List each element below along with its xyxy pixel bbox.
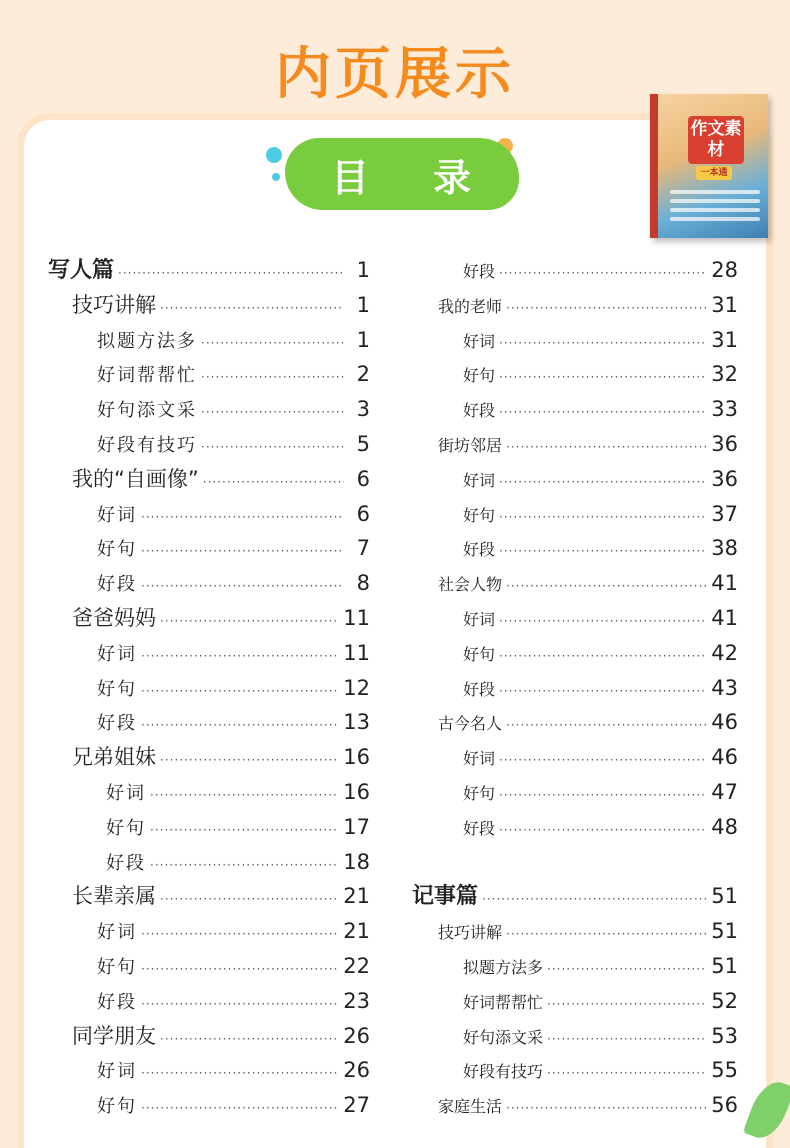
book-cover-decoration <box>670 190 760 226</box>
toc-entry <box>412 636 738 671</box>
toc-leader-dots <box>160 1022 339 1057</box>
toc-entry-label: 好句添文采 <box>463 1027 544 1047</box>
toc-leader-dots <box>141 917 339 952</box>
toc-entry-label: 好段 <box>463 262 496 281</box>
toc-entry-label: 好段有技巧 <box>97 434 197 456</box>
toc-entry-page: 1 <box>356 327 370 352</box>
toc-entry <box>412 775 738 810</box>
toc-entry-page: 43 <box>711 675 738 700</box>
toc-entry-label: 好句 <box>97 539 137 561</box>
toc-entry-label: 技巧讲解 <box>438 923 503 943</box>
toc-entry-label: 好段 <box>97 991 137 1013</box>
toc-leader-dots <box>150 778 339 813</box>
toc-entry-page: 21 <box>343 919 370 944</box>
toc-entry <box>48 775 370 810</box>
toc-entry <box>412 531 738 566</box>
toc-entry-page: 53 <box>711 1023 738 1048</box>
toc-entry-label: 我的“自画像” <box>72 466 199 491</box>
toc-entry-page: 11 <box>343 605 370 630</box>
toc-entry-page: 42 <box>711 640 738 665</box>
toc-entry-page: 46 <box>711 745 738 770</box>
toc-entry <box>48 914 370 949</box>
toc-entry <box>412 253 738 288</box>
toc-leader-dots <box>506 430 707 465</box>
toc-entry-page: 47 <box>711 779 738 804</box>
toc-leader-dots <box>547 987 707 1022</box>
toc-entry <box>48 427 370 462</box>
toc-leader-dots <box>201 430 344 465</box>
toc-entry-label: 家庭生活 <box>438 1097 503 1117</box>
toc-entry <box>48 357 370 392</box>
toc-entry-label: 社会人物 <box>438 575 503 595</box>
toc-entry <box>412 357 738 392</box>
toc-leader-dots <box>160 882 339 917</box>
toc-entry-label: 好句 <box>97 678 137 700</box>
toc-entry-label: 好段 <box>463 401 496 421</box>
toc-entry <box>48 531 370 566</box>
toc-entry-page: 13 <box>343 710 370 735</box>
toc-entry <box>412 949 738 984</box>
toc-entry-page: 41 <box>711 571 738 596</box>
toc-leader-dots <box>547 1056 707 1091</box>
toc-leader-dots <box>499 813 707 848</box>
toc-entry-label: 好词 <box>97 922 137 944</box>
toc-entry <box>412 427 738 462</box>
toc-entry-page: 22 <box>343 953 370 978</box>
toc-entry-label: 同学朋友 <box>72 1023 156 1048</box>
toc-leader-dots <box>506 708 707 743</box>
toc-entry-page: 26 <box>343 1058 370 1083</box>
toc-leader-dots <box>499 500 707 535</box>
toc-entry-label: 技巧讲解 <box>72 292 156 317</box>
toc-leader-dots <box>203 465 344 500</box>
toc-entry-page: 6 <box>356 501 370 526</box>
book-cover-image <box>650 94 768 238</box>
toc-entry <box>412 323 738 358</box>
toc-entry-page: 12 <box>343 675 370 700</box>
toc-entry-label: 街坊邻居 <box>438 435 503 455</box>
toc-entry-page: 32 <box>711 362 738 387</box>
toc-entry-label: 好句 <box>106 817 146 839</box>
toc-leader-dots <box>150 813 339 848</box>
toc-entry-label: 好句 <box>463 366 496 386</box>
toc-entry <box>412 566 738 601</box>
toc-leader-dots <box>499 465 707 500</box>
toc-entry-label: 兄弟姐妹 <box>72 745 156 770</box>
toc-entry <box>48 253 370 288</box>
toc-leader-dots <box>141 500 344 535</box>
toc-entry <box>48 462 370 497</box>
toc-heading-left: 目 <box>330 155 371 200</box>
toc-entry-label: 好句 <box>463 505 496 525</box>
toc-entry-page: 51 <box>711 953 738 978</box>
toc-leader-dots <box>506 917 707 952</box>
toc-entry-page: 36 <box>711 431 738 456</box>
toc-entry <box>48 810 370 845</box>
toc-leader-dots <box>141 1091 339 1126</box>
toc-entry-label: 拟题方法多 <box>97 330 197 352</box>
toc-entry <box>412 1088 738 1123</box>
toc-entry-page: 48 <box>711 814 738 839</box>
toc-leader-dots <box>499 778 707 813</box>
toc-entry <box>412 879 738 914</box>
toc-entry <box>412 392 738 427</box>
toc-entry-page: 55 <box>711 1058 738 1083</box>
book-cover-subtitle: 一本通 <box>696 166 732 180</box>
toc-spacer <box>412 845 738 880</box>
toc-leader-dots <box>499 360 707 395</box>
decor-dot <box>272 173 280 181</box>
toc-entry-page: 23 <box>343 988 370 1013</box>
toc-entry <box>412 705 738 740</box>
toc-entry-page: 51 <box>711 919 738 944</box>
toc-entry-page: 8 <box>356 571 370 596</box>
toc-entry-label: 拟题方法多 <box>463 957 544 977</box>
toc-entry <box>412 914 738 949</box>
toc-entry-label: 好句 <box>97 1096 137 1118</box>
toc-entry-label: 好词 <box>97 1061 137 1083</box>
toc-leader-dots <box>160 291 344 326</box>
toc-entry-label: 长辈亲属 <box>72 884 156 909</box>
toc-entry <box>412 462 738 497</box>
toc-entry <box>412 810 738 845</box>
toc-entry-label: 好段有技巧 <box>463 1062 544 1082</box>
toc-entry <box>412 984 738 1019</box>
toc-leader-dots <box>141 987 339 1022</box>
toc-entry-page: 21 <box>343 884 370 909</box>
toc-leader-dots <box>201 360 344 395</box>
toc-entry <box>412 288 738 323</box>
toc-leader-dots <box>547 952 707 987</box>
toc-entry-label: 好词 <box>463 609 496 629</box>
toc-entry <box>412 671 738 706</box>
toc-leader-dots <box>141 674 339 709</box>
toc-entry <box>48 392 370 427</box>
toc-entry-label: 好段 <box>463 540 496 560</box>
toc-left-column <box>48 253 370 1123</box>
toc-entry-label: 好段 <box>463 818 496 838</box>
page-title: 内页展示 <box>275 42 515 107</box>
toc-entry-label: 好段 <box>97 574 137 596</box>
toc-entry-page: 16 <box>343 745 370 770</box>
toc-leader-dots <box>201 326 344 361</box>
toc-entry-label: 古今名人 <box>438 714 503 734</box>
toc-leader-dots <box>141 569 344 604</box>
toc-entry-label: 好词 <box>97 504 137 526</box>
toc-entry <box>48 1088 370 1123</box>
toc-entry <box>412 1053 738 1088</box>
toc-entry-page: 41 <box>711 605 738 630</box>
toc-entry <box>412 497 738 532</box>
toc-leader-dots <box>499 534 707 569</box>
toc-leader-dots <box>506 1091 707 1126</box>
toc-entry-label: 好句添文采 <box>97 400 197 422</box>
toc-entry-page: 26 <box>343 1023 370 1048</box>
toc-entry-label: 好词 <box>463 470 496 490</box>
toc-entry-label: 好词 <box>463 749 496 769</box>
toc-entry <box>48 497 370 532</box>
toc-leader-dots <box>499 674 707 709</box>
toc-entry-label: 我的老师 <box>438 296 503 316</box>
toc-leader-dots <box>499 395 707 430</box>
toc-entry-page: 17 <box>343 814 370 839</box>
toc-entry <box>48 705 370 740</box>
toc-entry <box>48 949 370 984</box>
toc-entry-label: 爸爸妈妈 <box>72 605 156 630</box>
toc-leader-dots <box>506 569 707 604</box>
toc-entry <box>48 845 370 880</box>
toc-leader-dots <box>201 395 344 430</box>
toc-entry <box>48 601 370 636</box>
toc-leader-dots <box>141 1056 339 1091</box>
toc-entry-label: 好段 <box>106 852 146 874</box>
toc-leader-dots <box>499 326 707 361</box>
toc-entry-page: 28 <box>711 258 738 282</box>
toc-leader-dots <box>499 604 707 639</box>
toc-leader-dots <box>150 848 339 883</box>
toc-entry <box>48 984 370 1019</box>
toc-entry-label: 好段 <box>463 679 496 699</box>
toc-entry-page: 37 <box>711 501 738 526</box>
toc-leader-dots <box>141 708 339 743</box>
toc-entry-page: 38 <box>711 536 738 561</box>
toc-leader-dots <box>506 291 707 326</box>
toc-entry-page: 16 <box>343 779 370 804</box>
toc-leader-dots <box>482 882 707 917</box>
toc-entry-page: 52 <box>711 988 738 1013</box>
toc-entry-page: 33 <box>711 397 738 422</box>
toc-entry <box>48 1053 370 1088</box>
toc-entry-label: 写人篇 <box>48 258 115 283</box>
toc-leader-dots <box>141 952 339 987</box>
toc-leader-dots <box>141 639 339 674</box>
toc-heading-right: 录 <box>433 155 474 200</box>
toc-leader-dots <box>160 743 339 778</box>
book-cover-title: 作文素材 <box>688 116 744 164</box>
toc-entry <box>48 1019 370 1054</box>
toc-leader-dots <box>499 256 707 291</box>
toc-leader-dots <box>499 639 707 674</box>
toc-entry-label: 好句 <box>97 956 137 978</box>
toc-leader-dots <box>141 534 344 569</box>
toc-entry-label: 记事篇 <box>412 884 479 910</box>
toc-entry-page: 56 <box>711 1093 738 1118</box>
toc-entry <box>48 671 370 706</box>
toc-entry-label: 好句 <box>463 644 496 664</box>
toc-leader-dots <box>118 256 344 291</box>
toc-entry-page: 1 <box>356 292 370 317</box>
toc-entry-page: 51 <box>711 884 738 909</box>
toc-entry-page: 36 <box>711 466 738 491</box>
toc-entry-page: 31 <box>711 292 738 317</box>
toc-entry-label: 好段 <box>97 713 137 735</box>
toc-entry <box>48 636 370 671</box>
toc-leader-dots <box>160 604 339 639</box>
toc-entry <box>48 740 370 775</box>
toc-entry <box>48 566 370 601</box>
toc-entry-label: 好词 <box>97 643 137 665</box>
toc-entry-label: 好词 <box>463 331 496 351</box>
toc-entry-page: 1 <box>356 258 370 282</box>
toc-entry-label: 好词帮帮忙 <box>463 992 544 1012</box>
toc-entry-page: 7 <box>356 536 370 561</box>
toc-entry-page: 18 <box>343 849 370 874</box>
toc-entry-page: 3 <box>356 397 370 422</box>
toc-entry-page: 31 <box>711 327 738 352</box>
toc-entry <box>412 1019 738 1054</box>
toc-entry-label: 好词 <box>106 782 146 804</box>
toc-entry <box>48 879 370 914</box>
toc-entry-label: 好词帮帮忙 <box>97 365 197 387</box>
toc-entry-page: 11 <box>343 640 370 665</box>
toc-entry-page: 2 <box>356 362 370 387</box>
toc-entry-page: 46 <box>711 710 738 735</box>
toc-leader-dots <box>547 1022 707 1057</box>
toc-right-column <box>412 253 738 1123</box>
toc-entry-page: 27 <box>343 1093 370 1118</box>
toc-entry <box>412 740 738 775</box>
toc-entry-label: 好句 <box>463 783 496 803</box>
toc-entry-page: 5 <box>356 431 370 456</box>
decor-dot <box>266 147 282 163</box>
toc-heading-banner <box>285 138 519 210</box>
toc-entry-page: 6 <box>356 466 370 491</box>
toc-leader-dots <box>499 743 707 778</box>
toc-entry <box>412 601 738 636</box>
toc-entry <box>48 323 370 358</box>
toc-entry <box>48 288 370 323</box>
